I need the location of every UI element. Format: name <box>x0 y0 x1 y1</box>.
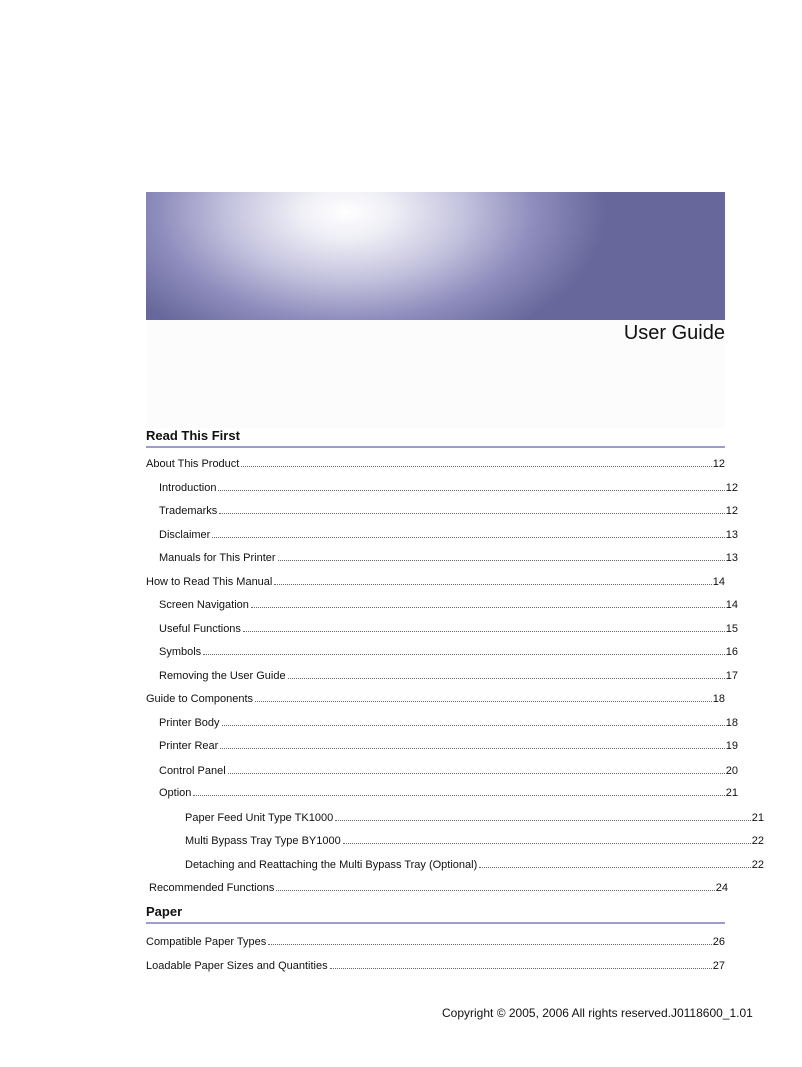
toc-entry-title: Screen Navigation <box>159 599 249 611</box>
document-title: User Guide <box>623 322 725 344</box>
toc-entry-title: Useful Functions <box>159 623 241 635</box>
toc-entry-page: 14 <box>712 576 725 588</box>
toc-leader-dots <box>212 537 724 538</box>
toc-entry-trademarks[interactable] <box>146 504 738 518</box>
toc-entry-page: 14 <box>725 599 738 611</box>
toc-entry-loadable-paper-sizes[interactable] <box>146 959 725 973</box>
toc-entry-page: 21 <box>725 787 738 799</box>
toc-entry-title: Multi Bypass Tray Type BY1000 <box>185 835 341 847</box>
toc-entry-page: 21 <box>751 812 764 824</box>
toc-entry-page: 12 <box>725 505 738 517</box>
toc-entry-disclaimer[interactable] <box>146 528 738 542</box>
toc-entry-page: 12 <box>712 458 725 470</box>
toc-leader-dots <box>255 701 712 702</box>
toc-entry-title: Removing the User Guide <box>159 670 286 682</box>
toc-entry-symbols[interactable] <box>146 645 738 659</box>
toc-leader-dots <box>278 560 725 561</box>
toc-entry-title: Introduction <box>159 482 217 494</box>
toc-entry-page: 22 <box>751 835 764 847</box>
toc-entry-title: Manuals for This Printer <box>159 552 276 564</box>
toc-entry-printer-body[interactable] <box>146 716 738 730</box>
section-heading-paper: Paper <box>146 904 725 924</box>
toc-leader-dots <box>203 654 725 655</box>
toc-entry-screen-navigation[interactable] <box>146 598 738 612</box>
toc-entry-how-to-read-this-manual[interactable] <box>146 575 725 589</box>
toc-entry-page: 22 <box>751 859 764 871</box>
toc-entry-page: 13 <box>725 552 738 564</box>
toc-entry-title: Option <box>159 787 192 799</box>
toc-leader-dots <box>330 968 712 969</box>
toc-entry-useful-functions[interactable] <box>146 622 738 636</box>
toc-entry-printer-rear[interactable] <box>146 739 738 753</box>
toc-leader-dots <box>251 607 725 608</box>
toc-leader-dots <box>479 867 750 868</box>
toc-entry-page: 15 <box>725 623 738 635</box>
toc-entry-compatible-paper-types[interactable] <box>146 935 725 949</box>
toc-leader-dots <box>193 795 724 796</box>
copyright-notice: Copyright © 2005, 2006 All rights reserved.J0118600_1.01 <box>442 1006 753 1020</box>
toc-entry-title: Compatible Paper Types <box>146 936 267 948</box>
toc-leader-dots <box>288 678 725 679</box>
toc-entry-title: Printer Rear <box>159 740 219 752</box>
toc-entry-page: 27 <box>712 960 725 972</box>
toc-entry-detaching-reattaching-tray[interactable] <box>146 858 764 872</box>
toc-entry-title: How to Read This Manual <box>146 576 273 588</box>
toc-entry-paper-feed-unit[interactable] <box>146 811 764 825</box>
toc-entry-title: Recommended Functions <box>149 882 275 894</box>
toc-leader-dots <box>220 748 724 749</box>
toc-leader-dots <box>335 820 751 821</box>
toc-entry-manuals-for-this-printer[interactable] <box>146 551 738 565</box>
toc-entry-title: Trademarks <box>159 505 218 517</box>
toc-entry-title: Printer Body <box>159 717 220 729</box>
toc-entry-title: Symbols <box>159 646 202 658</box>
toc-entry-removing-the-user-guide[interactable] <box>146 669 738 683</box>
toc-entry-multi-bypass-tray[interactable] <box>146 834 764 848</box>
toc-entry-control-panel[interactable] <box>146 764 738 778</box>
toc-entry-guide-to-components[interactable] <box>146 692 725 706</box>
toc-entry-page: 12 <box>725 482 738 494</box>
toc-leader-dots <box>276 890 714 891</box>
toc-leader-dots <box>241 466 711 467</box>
toc-leader-dots <box>218 490 724 491</box>
toc-entry-title: Loadable Paper Sizes and Quantities <box>146 960 328 972</box>
toc-leader-dots <box>268 944 711 945</box>
toc-entry-page: 17 <box>725 670 738 682</box>
toc-entry-page: 18 <box>725 717 738 729</box>
toc-leader-dots <box>243 631 725 632</box>
toc-entry-about-this-product[interactable] <box>146 457 725 471</box>
toc-entry-page: 16 <box>725 646 738 658</box>
toc-leader-dots <box>343 843 751 844</box>
toc-entry-page: 24 <box>715 882 728 894</box>
toc-entry-page: 18 <box>712 693 725 705</box>
toc-entry-title: About This Product <box>146 458 240 470</box>
toc-leader-dots <box>228 773 725 774</box>
section-heading-read-this-first: Read This First <box>146 428 725 448</box>
toc-entry-title: Paper Feed Unit Type TK1000 <box>185 812 334 824</box>
toc-entry-page: 26 <box>712 936 725 948</box>
toc-entry-recommended-functions[interactable] <box>146 881 728 895</box>
toc-entry-title: Detaching and Reattaching the Multi Bypass Tray (Optional) <box>185 859 478 871</box>
toc-entry-page: 20 <box>725 765 738 777</box>
toc-entry-page: 13 <box>725 529 738 541</box>
toc-leader-dots <box>222 725 725 726</box>
toc-entry-title: Guide to Components <box>146 693 254 705</box>
toc-entry-title: Disclaimer <box>159 529 211 541</box>
toc-leader-dots <box>274 584 711 585</box>
toc-entry-title: Control Panel <box>159 765 226 777</box>
toc-leader-dots <box>219 513 724 514</box>
toc-entry-option[interactable] <box>146 786 738 800</box>
toc-entry-introduction[interactable] <box>146 481 738 495</box>
toc-entry-page: 19 <box>725 740 738 752</box>
